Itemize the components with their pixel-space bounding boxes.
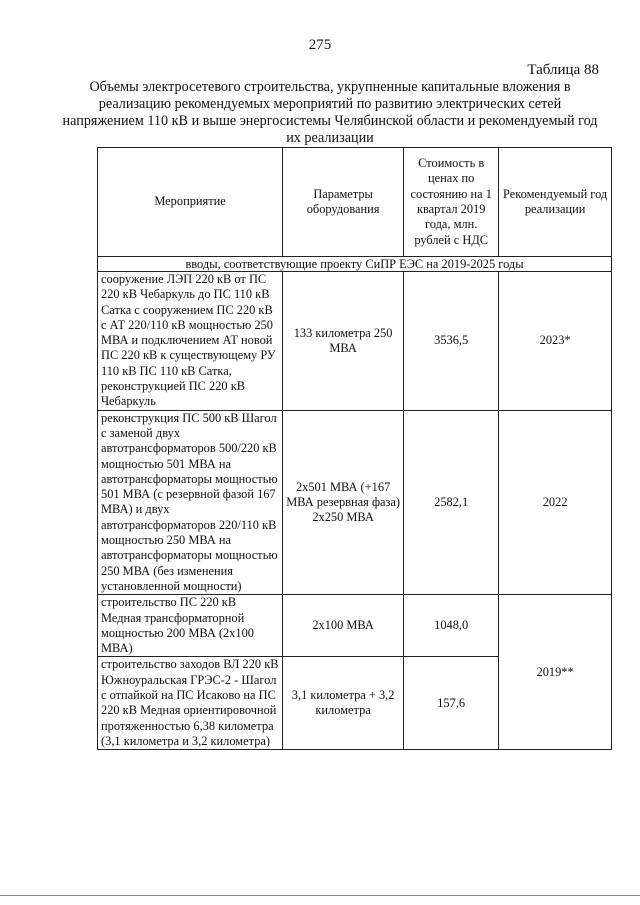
- header-row: [98, 148, 612, 257]
- header-year: Рекомендуемый год реализации: [499, 148, 612, 257]
- params-cell: 2х100 МВА: [283, 595, 404, 657]
- measure-cell: строительство ПС 220 кВ Медная трансформаторной мощностью 200 МВА (2х100 МВА): [98, 595, 283, 657]
- table-row: [98, 595, 612, 657]
- params-cell: 2х501 МВА (+167 МВА резервная фаза) 2х250 МВА: [283, 410, 404, 595]
- header-measure: Мероприятие: [98, 148, 283, 257]
- table-caption: Объемы электросетевого строительства, укрупненные капитальные вложения в реализацию рекомендуемых мероприятий по развитию электрических сетей напряжением 110 кВ и выше энергосистемы Челябинской области и рекомендуемый год их реализации: [62, 79, 598, 146]
- params-cell: 133 километра 250 МВА: [283, 272, 404, 411]
- measure-cell: сооружение ЛЭП 220 кВ от ПС 220 кВ Чебаркуль до ПС 110 кВ Сатка с сооружением ПС 220 кВ с АТ 220/110 кВ мощностью 250 МВА и подключением АТ новой ПС 220 кВ к существующему РУ 110 кВ ПС 110 кВ Сатка, реконструкцией ПС 220 кВ Чебаркуль: [98, 272, 283, 411]
- measure-cell: реконструкция ПС 500 кВ Шагол с заменой двух автотрансформаторов 500/220 кВ мощностью 501 МВА на автотрансформаторы мощностью 501 МВА (с резервной фазой 167 МВА) и двух автотрансформаторов 220/110 кВ мощностью 250 МВА на автотрансформаторы мощностью 250 МВА (без изменения установленной мощности): [98, 410, 283, 595]
- year-cell: 2023*: [499, 272, 612, 411]
- cost-cell: 2582,1: [404, 410, 499, 595]
- page-number: 275: [308, 37, 332, 53]
- cost-cell: 1048,0: [404, 595, 499, 657]
- header-cost: Стоимость в ценах по состоянию на 1 квартал 2019 года, млн. рублей с НДС: [404, 148, 499, 257]
- year-cell: 2019**: [499, 595, 612, 750]
- year-cell: 2022: [499, 410, 612, 595]
- cost-cell: 157,6: [404, 657, 499, 750]
- page-bottom-rule: [0, 895, 640, 896]
- header-params: Параметры оборудования: [283, 148, 404, 257]
- params-cell: 3,1 километра + 3,2 километра: [283, 657, 404, 750]
- measure-cell: строительство заходов ВЛ 220 кВ Южноуральская ГРЭС-2 - Шагол с отпайкой на ПС Исаково на ПС 220 кВ Медная ориентировочной протяженностью 6,38 километра (3,1 километра и 3,2 километра): [98, 657, 283, 750]
- investment-table: [97, 147, 612, 750]
- section-title: вводы, соответствующие проекту СиПР ЕЭС на 2019-2025 годы: [98, 257, 612, 272]
- section-row: [98, 257, 612, 272]
- table-row: [98, 410, 612, 595]
- table-row: [98, 272, 612, 411]
- cost-cell: 3536,5: [404, 272, 499, 411]
- table-label: Таблица 88: [527, 62, 599, 78]
